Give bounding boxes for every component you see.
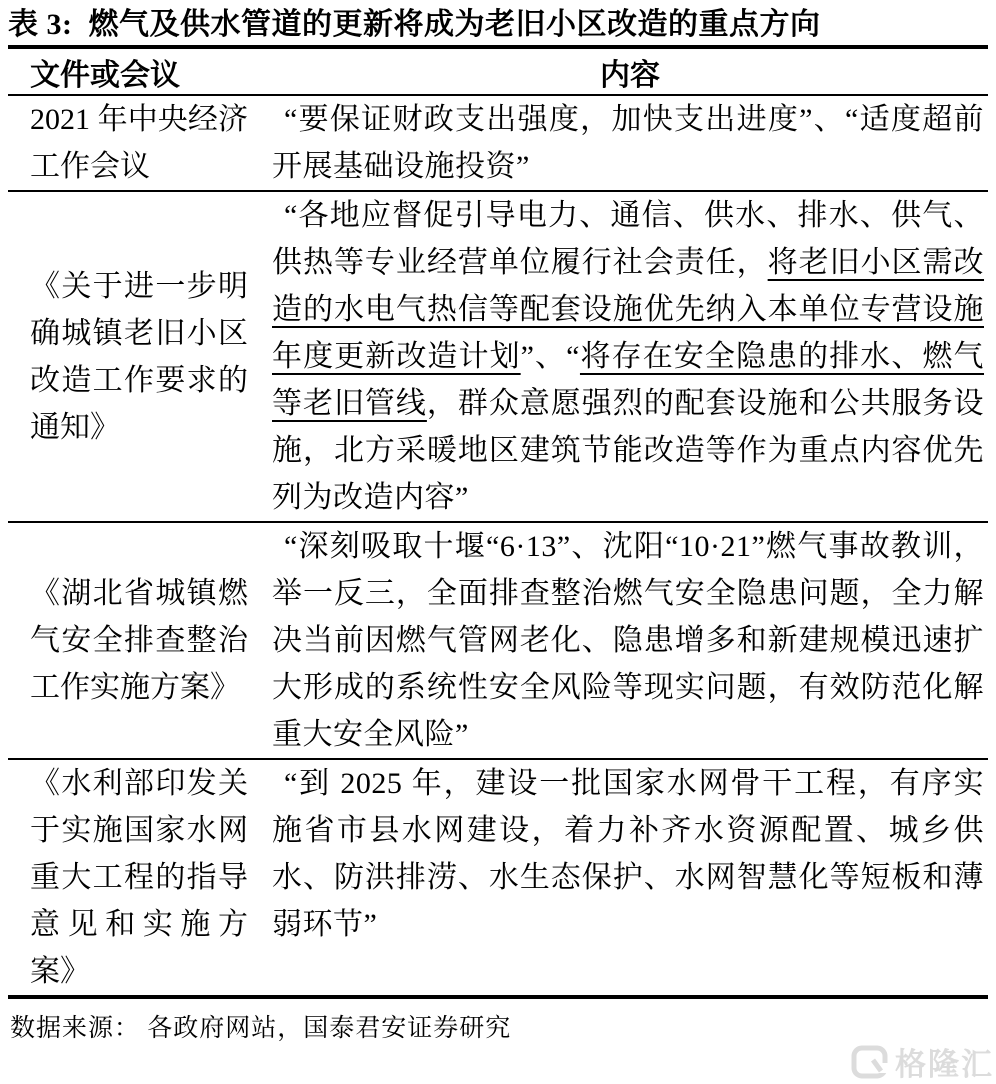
table-title: 表 3: 燃气及供水管道的更新将成为老旧小区改造的重点方向 — [8, 0, 988, 49]
text-segment: ，群众意愿强烈的配套设施和公共服务设施，北方采暖地区建筑节能改造等作为重点内容优先列为改造内容” — [272, 387, 985, 514]
data-source-note: 数据来源： 各政府网站，国泰君安证券研究 — [10, 1015, 512, 1042]
table-row-national-water-network-plan — [8, 759, 988, 997]
text-segment: “深刻吸取十堰“6·13”、沈阳“10·21”燃气事故教训，举一反三，全面排查整治燃气安全隐患问题，全力解决当前因燃气管网老化、隐患增多和新建规模迅速扩大形成的系统性安全风险等现实问题，有效防范化解重大安全风险” — [272, 530, 984, 751]
text-segment: “各地应督促引导电力、通信、供水、排水、供气、供热等专业经营单位履行社会责任， — [272, 199, 984, 279]
row-content — [272, 759, 988, 997]
row-content — [272, 95, 988, 191]
text-segment: “要保证财政支出强度，加快支出进度”、“适度超前开展基础设施投资” — [272, 103, 984, 183]
table-row-hubei-gas-safety-plan — [8, 522, 988, 759]
row-source: 《湖北省城镇燃气安全排查整治工作实施方案》 — [8, 522, 272, 759]
row-content — [272, 191, 988, 522]
watermark-text: 格隆汇 — [895, 1047, 994, 1082]
table-row-central-economic-conference — [8, 95, 988, 191]
row-content — [272, 522, 988, 759]
text-segment: “到 2025 年，建设一批国家水网骨干工程，有序实施省市县水网建设，着力补齐水资源配置、城乡供水、防洪排涝、水生态保护、水网智慧化等短板和薄弱环节” — [272, 767, 984, 941]
row-source: 《水利部印发关于实施国家水网重大工程的指导意见和实施方案》 — [30, 767, 248, 988]
header-row — [8, 49, 988, 95]
column-header-document: 文件或会议 — [8, 49, 272, 95]
gelonghui-logo-icon — [850, 1044, 890, 1080]
row-source: 《关于进一步明确城镇老旧小区改造工作要求的通知》 — [8, 191, 272, 522]
column-header-content: 内容 — [272, 49, 988, 95]
gelonghui-watermark — [850, 1039, 994, 1084]
policy-table — [8, 49, 988, 999]
text-segment: ”、“ — [520, 340, 580, 373]
table-row-old-community-renovation-notice — [8, 191, 988, 522]
underlined-text-segment: 将存在安全隐患的排水、燃气等老旧管线 — [272, 340, 985, 420]
underlined-text-segment: 将老旧小区需改造的水电气热信等配套设施优先纳入本单位专营设施年度更新改造计划 — [272, 246, 985, 373]
row-source: 2021 年中央经济工作会议 — [8, 95, 272, 191]
